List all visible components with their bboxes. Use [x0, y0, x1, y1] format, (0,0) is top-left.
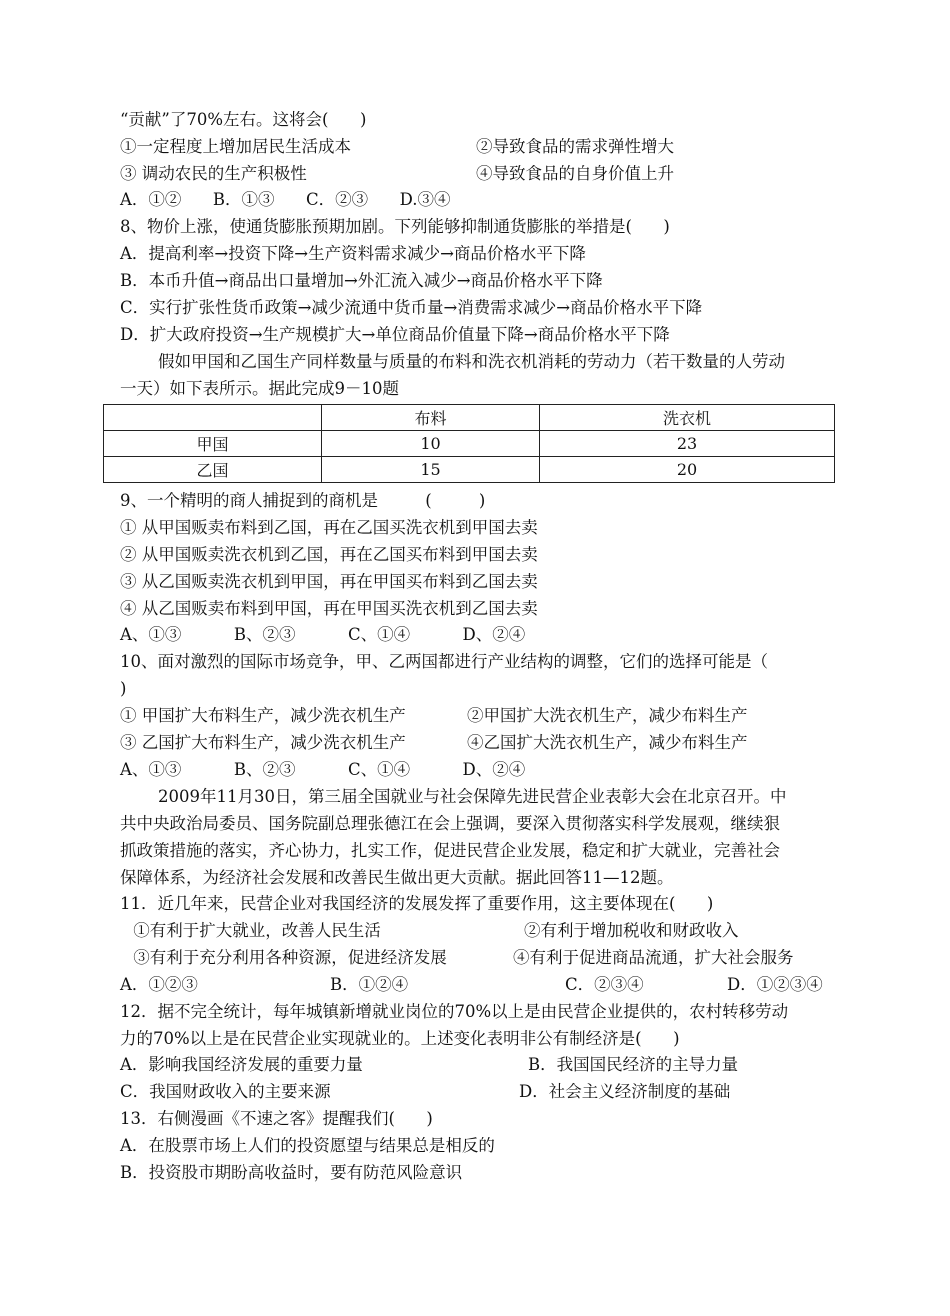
- table-cell: 10: [322, 431, 540, 457]
- q11-option-2: ②有利于增加税收和财政收入: [524, 921, 739, 940]
- q11-answer-a: A．①②③: [120, 975, 198, 994]
- q8-option-d: D．扩大政府投资→生产规模扩大→单位商品价值量下降→商品价格水平下降: [120, 325, 670, 344]
- q12-stem-line1: 12．据不完全统计，每年城镇新增就业岗位的70%以上是由民营企业提供的，农村转移劳动: [120, 1002, 789, 1021]
- q8-option-c: C．实行扩张性货币政策→减少流通中货币量→消费需求减少→商品价格水平下降: [120, 298, 703, 317]
- q7-answer-choices: A．①② B．①③ C．②③ D.③④: [120, 190, 451, 209]
- q12-stem-line2: 力的70%以上是在民营企业实现就业的。上述变化表明非公有制经济是( ): [120, 1029, 680, 1048]
- q7-option-1: ①一定程度上增加居民生活成本: [120, 137, 351, 156]
- q12-option-b: B．我国国民经济的主导力量: [528, 1055, 739, 1074]
- table-cell: 甲国: [104, 431, 322, 457]
- table-header-row: [104, 405, 835, 431]
- labor-table: [103, 404, 835, 483]
- q8-option-a: A．提高利率→投资下降→生产资料需求减少→商品价格水平下降: [120, 244, 586, 263]
- q8-stem: 8、物价上涨，使通货膨胀预期加剧。下列能够抑制通货膨胀的举措是( ): [120, 217, 670, 236]
- q7-stem-tail: “贡献”了70%左右。这将会( ): [120, 110, 367, 129]
- q11-answer-d: D．①②③④: [727, 975, 823, 994]
- intro-11-12-line3: 抓政策措施的落实，齐心协力，扎实工作，促进民营企业发展，稳定和扩大就业，完善社会: [120, 841, 780, 860]
- q12-option-d: D．社会主义经济制度的基础: [519, 1082, 731, 1101]
- q11-stem: 11．近几年来，民营企业对我国经济的发展发挥了重要作用，这主要体现在( ): [120, 894, 714, 913]
- q9-option-1: ① 从甲国贩卖布料到乙国，再在乙国买洗衣机到甲国去卖: [120, 518, 538, 537]
- q9-option-4: ④ 从乙国贩卖布料到甲国，再在甲国买洗衣机到乙国去卖: [120, 599, 538, 618]
- q9-answer-choices: A、①③ B、②③ C、①④ D、②④: [120, 625, 526, 644]
- intro-9-10-line1: 假如甲国和乙国生产同样数量与质量的布料和洗衣机消耗的劳动力（若干数量的人劳动: [158, 352, 785, 371]
- q10-option-1: ① 甲国扩大布料生产，减少洗衣机生产: [120, 706, 406, 725]
- q9-stem: 9、一个精明的商人捕捉到的商机是 ( ): [120, 491, 486, 510]
- q13-option-a: A．在股票市场上人们的投资愿望与结果总是相反的: [120, 1136, 495, 1155]
- intro-9-10-line2: 一天）如下表所示。据此完成9－10题: [120, 379, 399, 398]
- q11-answer-b: B．①②④: [330, 975, 409, 994]
- q10-stem-line1: 10、面对激烈的国际市场竞争，甲、乙两国都进行产业结构的调整，它们的选择可能是（: [120, 652, 768, 671]
- table-cell: 20: [540, 457, 835, 483]
- intro-11-12-line4: 保障体系，为经济社会发展和改善民生做出更大贡献。据此回答11—12题。: [120, 868, 674, 887]
- table-row: [104, 431, 835, 457]
- q9-option-3: ③ 从乙国贩卖洗衣机到甲国，再在甲国买布料到乙国去卖: [120, 572, 538, 591]
- q9-option-2: ② 从甲国贩卖洗衣机到乙国，再在乙国买布料到甲国去卖: [120, 545, 538, 564]
- q10-answer-choices: A、①③ B、②③ C、①④ D、②④: [120, 760, 526, 779]
- table-row: [104, 457, 835, 483]
- q7-option-2: ②导致食品的需求弹性增大: [476, 137, 674, 156]
- q7-option-3: ③ 调动农民的生产积极性: [120, 164, 307, 183]
- table-cell: 乙国: [104, 457, 322, 483]
- table-cell: 23: [540, 431, 835, 457]
- table-header-cell: 洗衣机: [540, 405, 835, 431]
- q11-answer-c: C．②③④: [565, 975, 644, 994]
- intro-11-12-line1: 2009年11月30日，第三届全国就业与社会保障先进民营企业表彰大会在北京召开。中: [158, 787, 787, 806]
- q13-stem: 13．右侧漫画《不速之客》提醒我们( ): [120, 1109, 433, 1128]
- q13-option-b: B．投资股市期盼高收益时，要有防范风险意识: [120, 1163, 463, 1182]
- q10-option-4: ④乙国扩大洗衣机生产，减少布料生产: [467, 733, 748, 752]
- table-cell: 15: [322, 457, 540, 483]
- q12-option-c: C．我国财政收入的主要来源: [120, 1082, 331, 1101]
- intro-11-12-line2: 共中央政治局委员、国务院副总理张德江在会上强调，要深入贯彻落实科学发展观，继续狠: [120, 814, 780, 833]
- q11-option-1: ①有利于扩大就业，改善人民生活: [128, 921, 381, 940]
- q11-option-4: ④有利于促进商品流通，扩大社会服务: [513, 948, 794, 967]
- q10-option-3: ③ 乙国扩大布料生产，减少洗衣机生产: [120, 733, 406, 752]
- q11-option-3: ③有利于充分利用各种资源，促进经济发展: [128, 948, 447, 967]
- q10-option-2: ②甲国扩大洗衣机生产，减少布料生产: [467, 706, 748, 725]
- q12-option-a: A．影响我国经济发展的重要力量: [120, 1055, 363, 1074]
- q7-option-4: ④导致食品的自身价值上升: [476, 164, 674, 183]
- q8-option-b: B．本币升值→商品出口量增加→外汇流入减少→商品价格水平下降: [120, 271, 603, 290]
- table-header-cell: [104, 405, 322, 431]
- table-header-cell: 布料: [322, 405, 540, 431]
- q10-stem-line2: ): [120, 679, 127, 698]
